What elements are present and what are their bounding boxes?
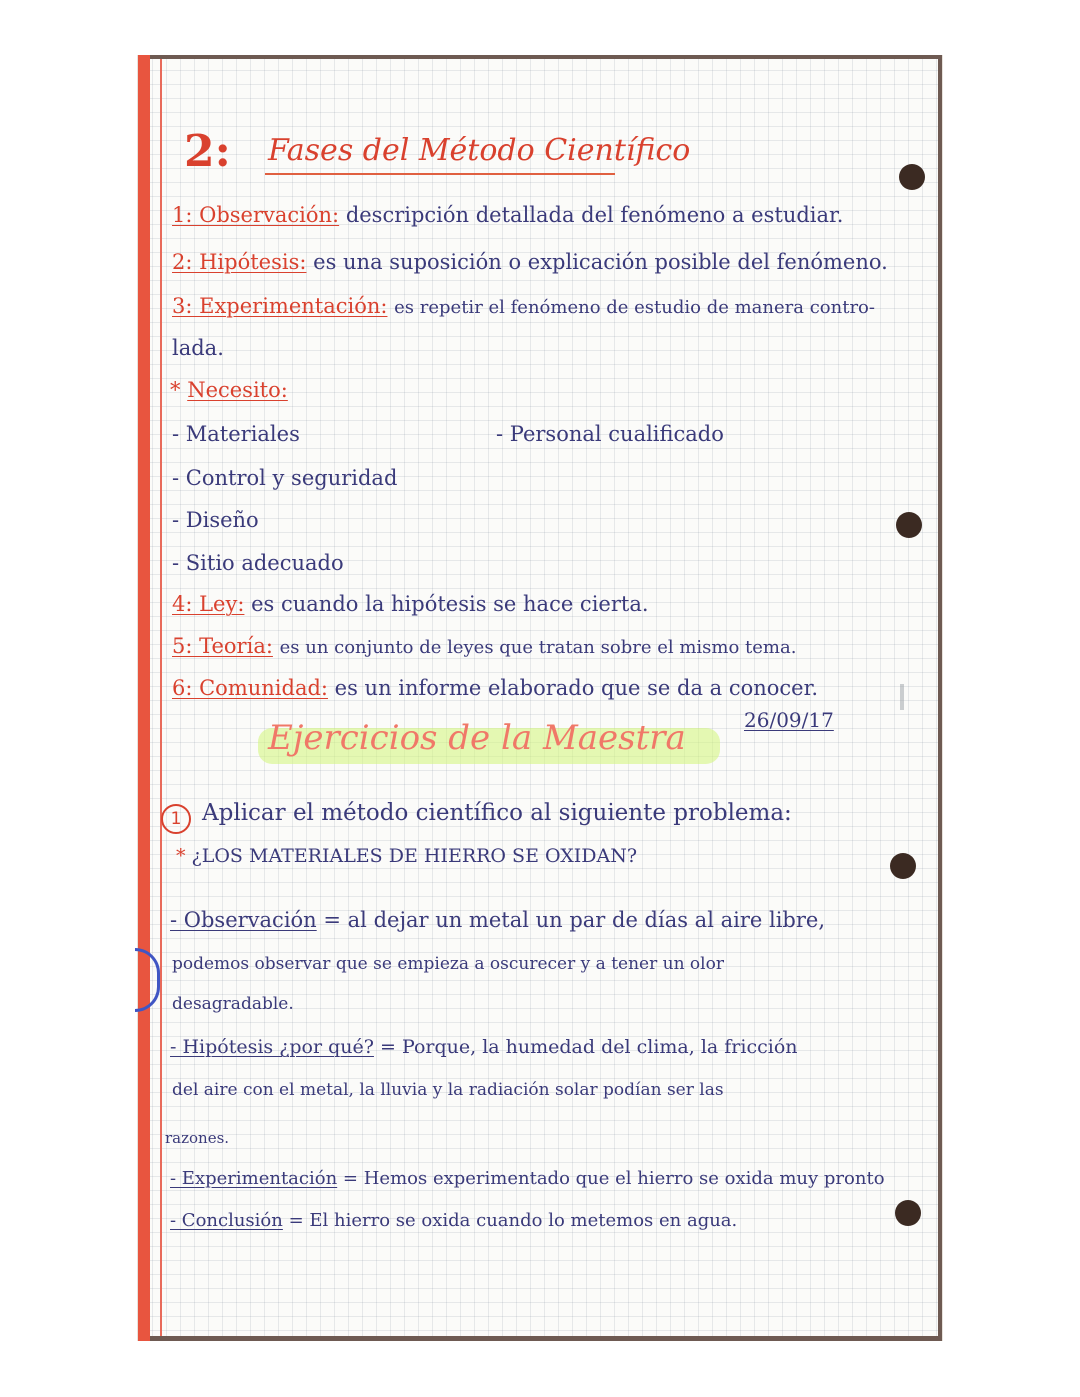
margin-line (160, 59, 162, 1336)
answer-experimentacion (170, 1168, 885, 1189)
title-number: 2: (184, 126, 231, 177)
answer-hipotesis (170, 1036, 798, 1058)
phase-3-text: es repetir el fenómeno de estudio de manera contro- (394, 297, 875, 318)
hipotesis-key: - Hipótesis ¿por qué? (170, 1036, 374, 1058)
need-item-sitio: - Sitio adecuado (172, 551, 344, 575)
exercise-question: ¿LOS MATERIALES DE HIERRO SE OXIDAN? (191, 845, 638, 867)
phase-6-key: 6: Comunidad: (172, 676, 328, 700)
experimentacion-key: - Experimentación (170, 1168, 338, 1189)
exercise-number-badge: 1 (161, 804, 191, 834)
star-icon: * (176, 845, 186, 867)
phase-2 (172, 250, 888, 274)
need-item-personal: - Personal cualificado (496, 422, 724, 446)
page-border-right (938, 55, 942, 1341)
hipotesis-text-1: = Porque, la humedad del clima, la fricción (380, 1036, 798, 1058)
necesito-label: Necesito: (187, 378, 288, 402)
date: 26/09/17 (744, 708, 834, 732)
conclusion-key: - Conclusión (170, 1210, 283, 1231)
observacion-text-1: = al dejar un metal un par de días al aire libre, (323, 908, 825, 932)
title-underline (265, 173, 615, 175)
star-icon: * (170, 378, 181, 402)
punch-hole-4 (895, 1200, 921, 1226)
need-item-diseno: - Diseño (172, 508, 259, 532)
need-item-materiales: - Materiales (172, 422, 300, 446)
page-border-top (138, 55, 942, 59)
phase-2-text: es una suposición o explicación posible del fenómeno. (313, 250, 888, 274)
necesito-heading (170, 378, 288, 402)
phase-4-text: es cuando la hipótesis se hace cierta. (251, 592, 649, 616)
hipotesis-text-2: del aire con el metal, la lluvia y la radiación solar podían ser las (172, 1080, 724, 1100)
need-item-control: - Control y seguridad (172, 466, 398, 490)
hipotesis-text-3: razones. (165, 1129, 230, 1147)
punch-hole-1 (899, 164, 925, 190)
observacion-text-3: desagradable. (172, 994, 294, 1014)
phase-1 (172, 203, 843, 227)
conclusion-text: = El hierro se oxida cuando lo metemos en agua. (288, 1210, 738, 1231)
observacion-text-2: podemos observar que se empieza a oscurecer y a tener un olor (172, 954, 724, 974)
page-title: Fases del Método Científico (268, 133, 691, 168)
phase-5 (172, 634, 796, 658)
observacion-key: - Observación (170, 908, 317, 932)
phase-2-key: 2: Hipótesis: (172, 250, 307, 274)
section-title: Ejercicios de la Maestra (268, 718, 686, 758)
page-border-bottom (138, 1336, 942, 1341)
phase-3-continuation: lada. (172, 336, 224, 360)
page-red-edge (138, 55, 150, 1341)
binder-mark (900, 684, 904, 710)
punch-hole-2 (896, 512, 922, 538)
phase-1-text: descripción detallada del fenómeno a estudiar. (345, 203, 844, 227)
phase-4 (172, 592, 649, 616)
phase-4-key: 4: Ley: (172, 592, 245, 616)
experimentacion-text: = Hemos experimentado que el hierro se oxida muy pronto (342, 1168, 885, 1189)
answer-conclusion (170, 1210, 737, 1231)
phase-1-key: 1: Observación: (172, 203, 340, 227)
exercise-question-line (176, 845, 637, 867)
phase-6-text: es un informe elaborado que se da a conocer. (334, 676, 819, 700)
phase-3 (172, 294, 875, 318)
phase-6 (172, 676, 818, 700)
punch-hole-3 (890, 853, 916, 879)
exercise-prompt: Aplicar el método científico al siguiente problema: (202, 800, 792, 826)
phase-5-key: 5: Teoría: (172, 634, 273, 658)
answer-observacion (170, 908, 825, 932)
phase-3-key: 3: Experimentación: (172, 294, 388, 318)
phase-5-text: es un conjunto de leyes que tratan sobre el mismo tema. (279, 637, 797, 658)
